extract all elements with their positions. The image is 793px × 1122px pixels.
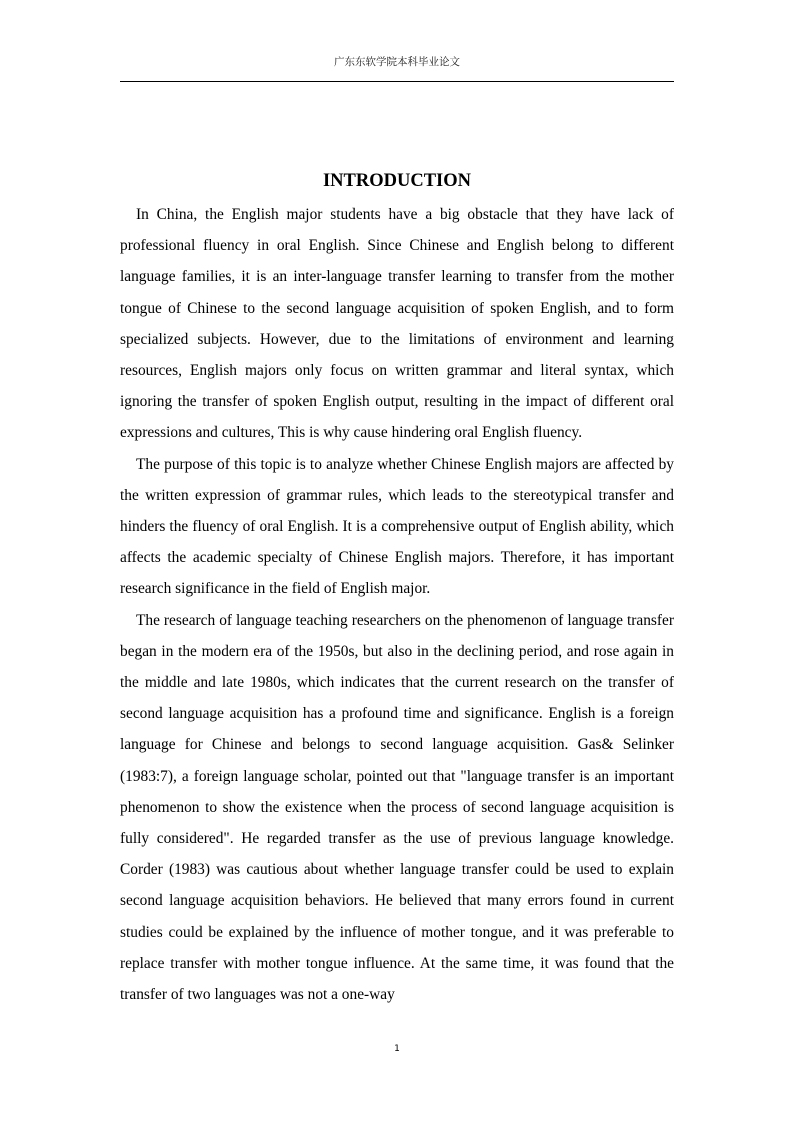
section-title: INTRODUCTION <box>322 171 472 191</box>
paragraph-1: In China, the English major students have a big obstacle that they have lack of professional fluency in oral English. Since Chinese and English belong to different language families, it is an inter-language transfer learning to transfer from the mother tongue of Chinese to the second language acquisition of spoken English, and to form specialized subjects. However, due to the limitations of environment and learning resources, English majors only focus on written grammar and literal syntax, which ignoring the transfer of spoken English output, resulting in the impact of different oral expressions and cultures, This is why cause hindering oral English fluency. <box>120 206 674 442</box>
page-number: 1 <box>394 1044 400 1054</box>
running-header: 广东东软学院本科毕业论文 <box>334 56 460 68</box>
paragraph-2: The purpose of this topic is to analyze whether Chinese English majors are affected by the written expression of grammar rules, which leads to the stereotypical transfer and hinders the fluency of oral English. It is a comprehensive output of English ability, which affects the academic specialty of Chinese English majors. Therefore, it has important research significance in the field of English major. <box>120 455 674 598</box>
paragraph-3: The research of language teaching researchers on the phenomenon of language transfer began in the modern era of the 1950s, but also in the declining period, and rose again in the middle and late 1980s, which indicates that the current research on the transfer of second language acquisition has a profound time and significance. English is a foreign language for Chinese and belongs to second language acquisition. Gas& Selinker (1983:7), a foreign language scholar, pointed out that "language transfer is an important phenomenon to show the existence when the process of second language acquisition is fully considered". He regarded transfer as the use of previous language knowledge. Corder (1983) was cautious about whether language transfer could be used to explain second language acquisition behaviors. He believed that many errors found in current studies could be explained by the influence of mother tongue, and it was preferable to replace transfer with mother tongue influence. At the same time, it was found that the transfer of two languages was not a one-way <box>120 611 674 1004</box>
header-rule <box>120 81 674 82</box>
body-text <box>120 199 674 1010</box>
